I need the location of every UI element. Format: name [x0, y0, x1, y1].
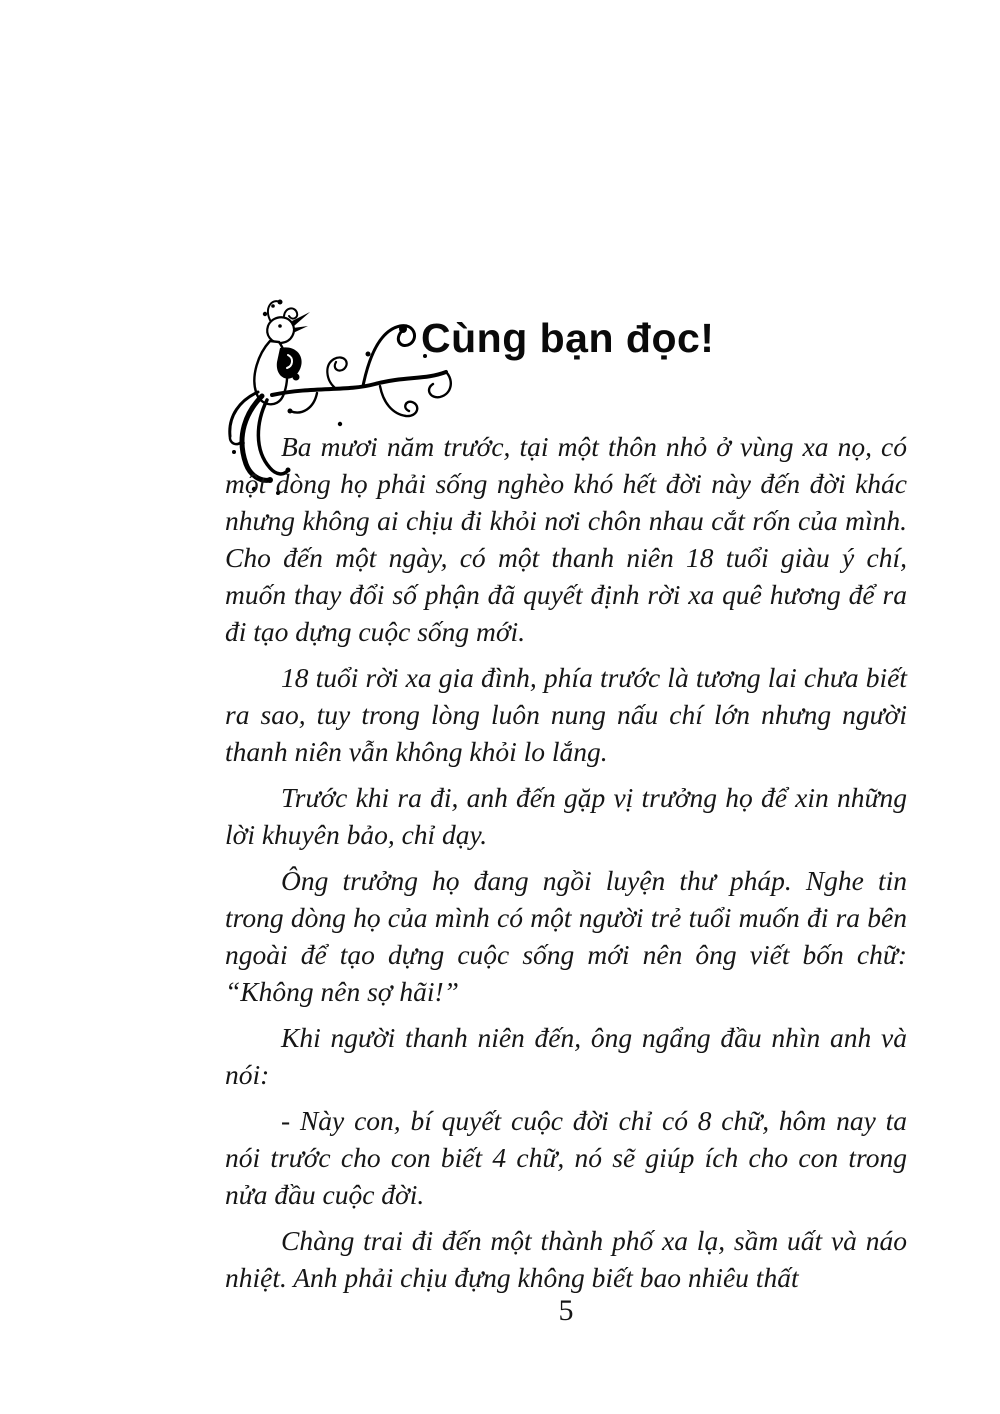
paragraph: Ông trưởng họ đang ngồi luyện thư pháp. Nghe tin trong dòng họ của mình có một người trẻ tuổi muốn đi ra bên ngoài để tạo dựng cuộc sống mới nên ông viết bốn chữ: “Không nên sợ hãi!” — [225, 865, 907, 1007]
body-text — [225, 428, 907, 1305]
paragraph: Khi người thanh niên đến, ông ngẩng đầu nhìn anh và nói: — [225, 1022, 907, 1090]
paragraph: Trước khi ra đi, anh đến gặp vị trưởng họ để xin những lời khuyên bảo, chỉ dạy. — [225, 782, 907, 850]
paragraph: 18 tuổi rời xa gia đình, phía trước là tương lai chưa biết ra sao, tuy trong lòng luôn nung nấu chí lớn nhưng người thanh niên vẫn không khỏi lo lắng. — [225, 662, 907, 767]
paragraph: - Này con, bí quyết cuộc đời chỉ có 8 chữ, hôm nay ta nói trước cho con biết 4 chữ, nó sẽ giúp ích cho con trong nửa đầu cuộc đời. — [225, 1105, 907, 1210]
page-title: Cùng bạn đọc! — [421, 315, 715, 362]
paragraph: Chàng trai đi đến một thành phố xa lạ, sầm uất và náo nhiệt. Anh phải chịu đựng không biết bao nhiêu thất — [225, 1225, 907, 1293]
paragraph: Ba mươi năm trước, tại một thôn nhỏ ở vùng xa nọ, có một dòng họ phải sống nghèo khó hết đời này đến đời khác nhưng không ai chịu đi khỏi nơi chôn nhau cắt rốn của mình. Cho đến một ngày, có một thanh niên 18 tuổi giàu ý chí, muốn thay đổi số phận đã quyết định rời xa quê hương để ra đi tạo dựng cuộc sống mới. — [225, 431, 907, 647]
page-number: 5 — [558, 1294, 574, 1327]
